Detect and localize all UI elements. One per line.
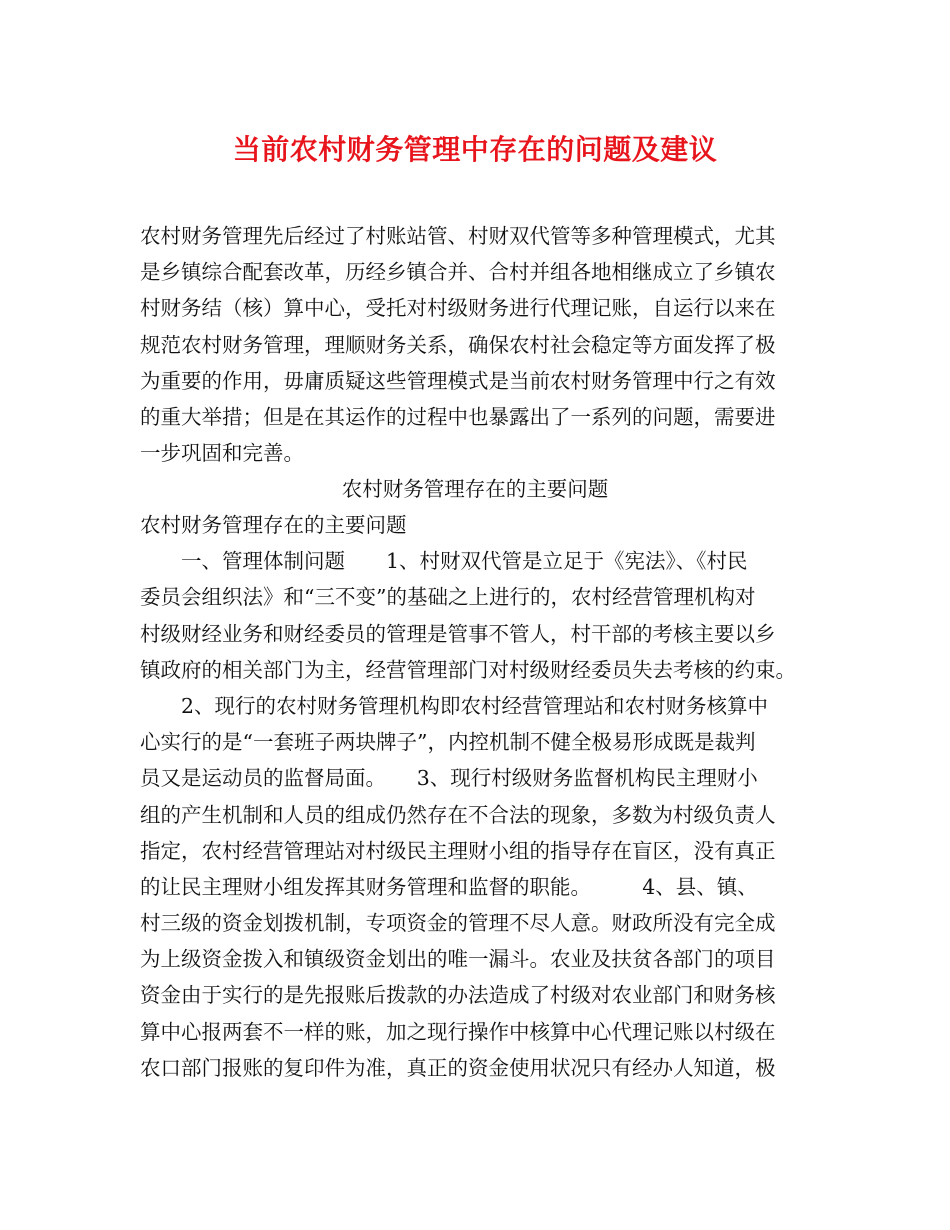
intro-paragraph xyxy=(140,218,810,508)
text-line: 委员会组织法》和“三不变”的基础之上进行的，农村经营管理机构对 xyxy=(140,585,756,610)
document-title: 当前农村财务管理中存在的问题及建议 xyxy=(232,133,718,166)
text-line: 镇政府的相关部门为主，经营管理部门对村级财经委员失去考核的约束。 xyxy=(140,657,796,682)
text-line: 算中心报两套不一样的账，加之现行操作中核算中心代理记账以村级在 xyxy=(140,1019,776,1044)
main-body xyxy=(140,507,810,1086)
text-line: 村财务结（核）算中心，受托对村级财务进行代理记账，自运行以来在 xyxy=(140,296,776,321)
text-line: 村三级的资金划拨机制，专项资金的管理不尽人意。财政所没有完全成 xyxy=(140,911,776,936)
text-line: 规范农村财务管理，理顺财务关系，确保农村社会稳定等方面发挥了极 xyxy=(140,332,776,357)
text-line: 农村财务管理存在的主要问题 xyxy=(140,513,407,537)
text-line: 为上级资金拨入和镇级资金划出的唯一漏斗。农业及扶贫各部门的项目 xyxy=(140,947,776,972)
text-line: 的让民主理财小组发挥其财务管理和监督的职能。 4、县、镇、 xyxy=(140,874,758,899)
text-line: 的重大举措；但是在其运作的过程中也暴露出了一系列的问题，需要进 xyxy=(140,404,776,429)
text-line: 组的产生机制和人员的组成仍然存在不合法的现象，多数为村级负责人 xyxy=(140,802,776,827)
text-line: 员又是运动员的监督局面。 3、现行村级财务监督机构民主理财小 xyxy=(140,766,758,791)
text-line: 一步巩固和完善。 xyxy=(140,441,304,466)
text-line: 农口部门报账的复印件为准，真正的资金使用状况只有经办人知道，极 xyxy=(140,1055,776,1080)
text-line: 村级财经业务和财经委员的管理是管事不管人，村干部的考核主要以乡 xyxy=(140,621,776,646)
text-line: 指定，农村经营管理站对村级民主理财小组的指导存在盲区，没有真正 xyxy=(140,838,776,863)
text-line: 为重要的作用，毋庸质疑这些管理模式是当前农村财务管理中行之有效 xyxy=(140,368,776,393)
text-line: 2、现行的农村财务管理机构即农村经营管理站和农村财务核算中 xyxy=(140,693,769,718)
text-line: 资金由于实行的是先报账后拨款的办法造成了村级对农业部门和财务核 xyxy=(140,983,776,1008)
text-line: 是乡镇综合配套改革，历经乡镇合并、合村并组各地相继成立了乡镇农 xyxy=(140,260,776,285)
section-heading: 农村财务管理存在的主要问题 xyxy=(341,477,609,502)
text-line: 农村财务管理先后经过了村账站管、村财双代管等多种管理模式，尤其 xyxy=(140,224,776,248)
text-line: 一、管理体制问题 1、村财双代管是立足于《宪法》、《村民 xyxy=(140,549,748,574)
text-line: 心实行的是“一套班子两块牌子”，内控机制不健全极易形成既是裁判 xyxy=(140,730,756,755)
